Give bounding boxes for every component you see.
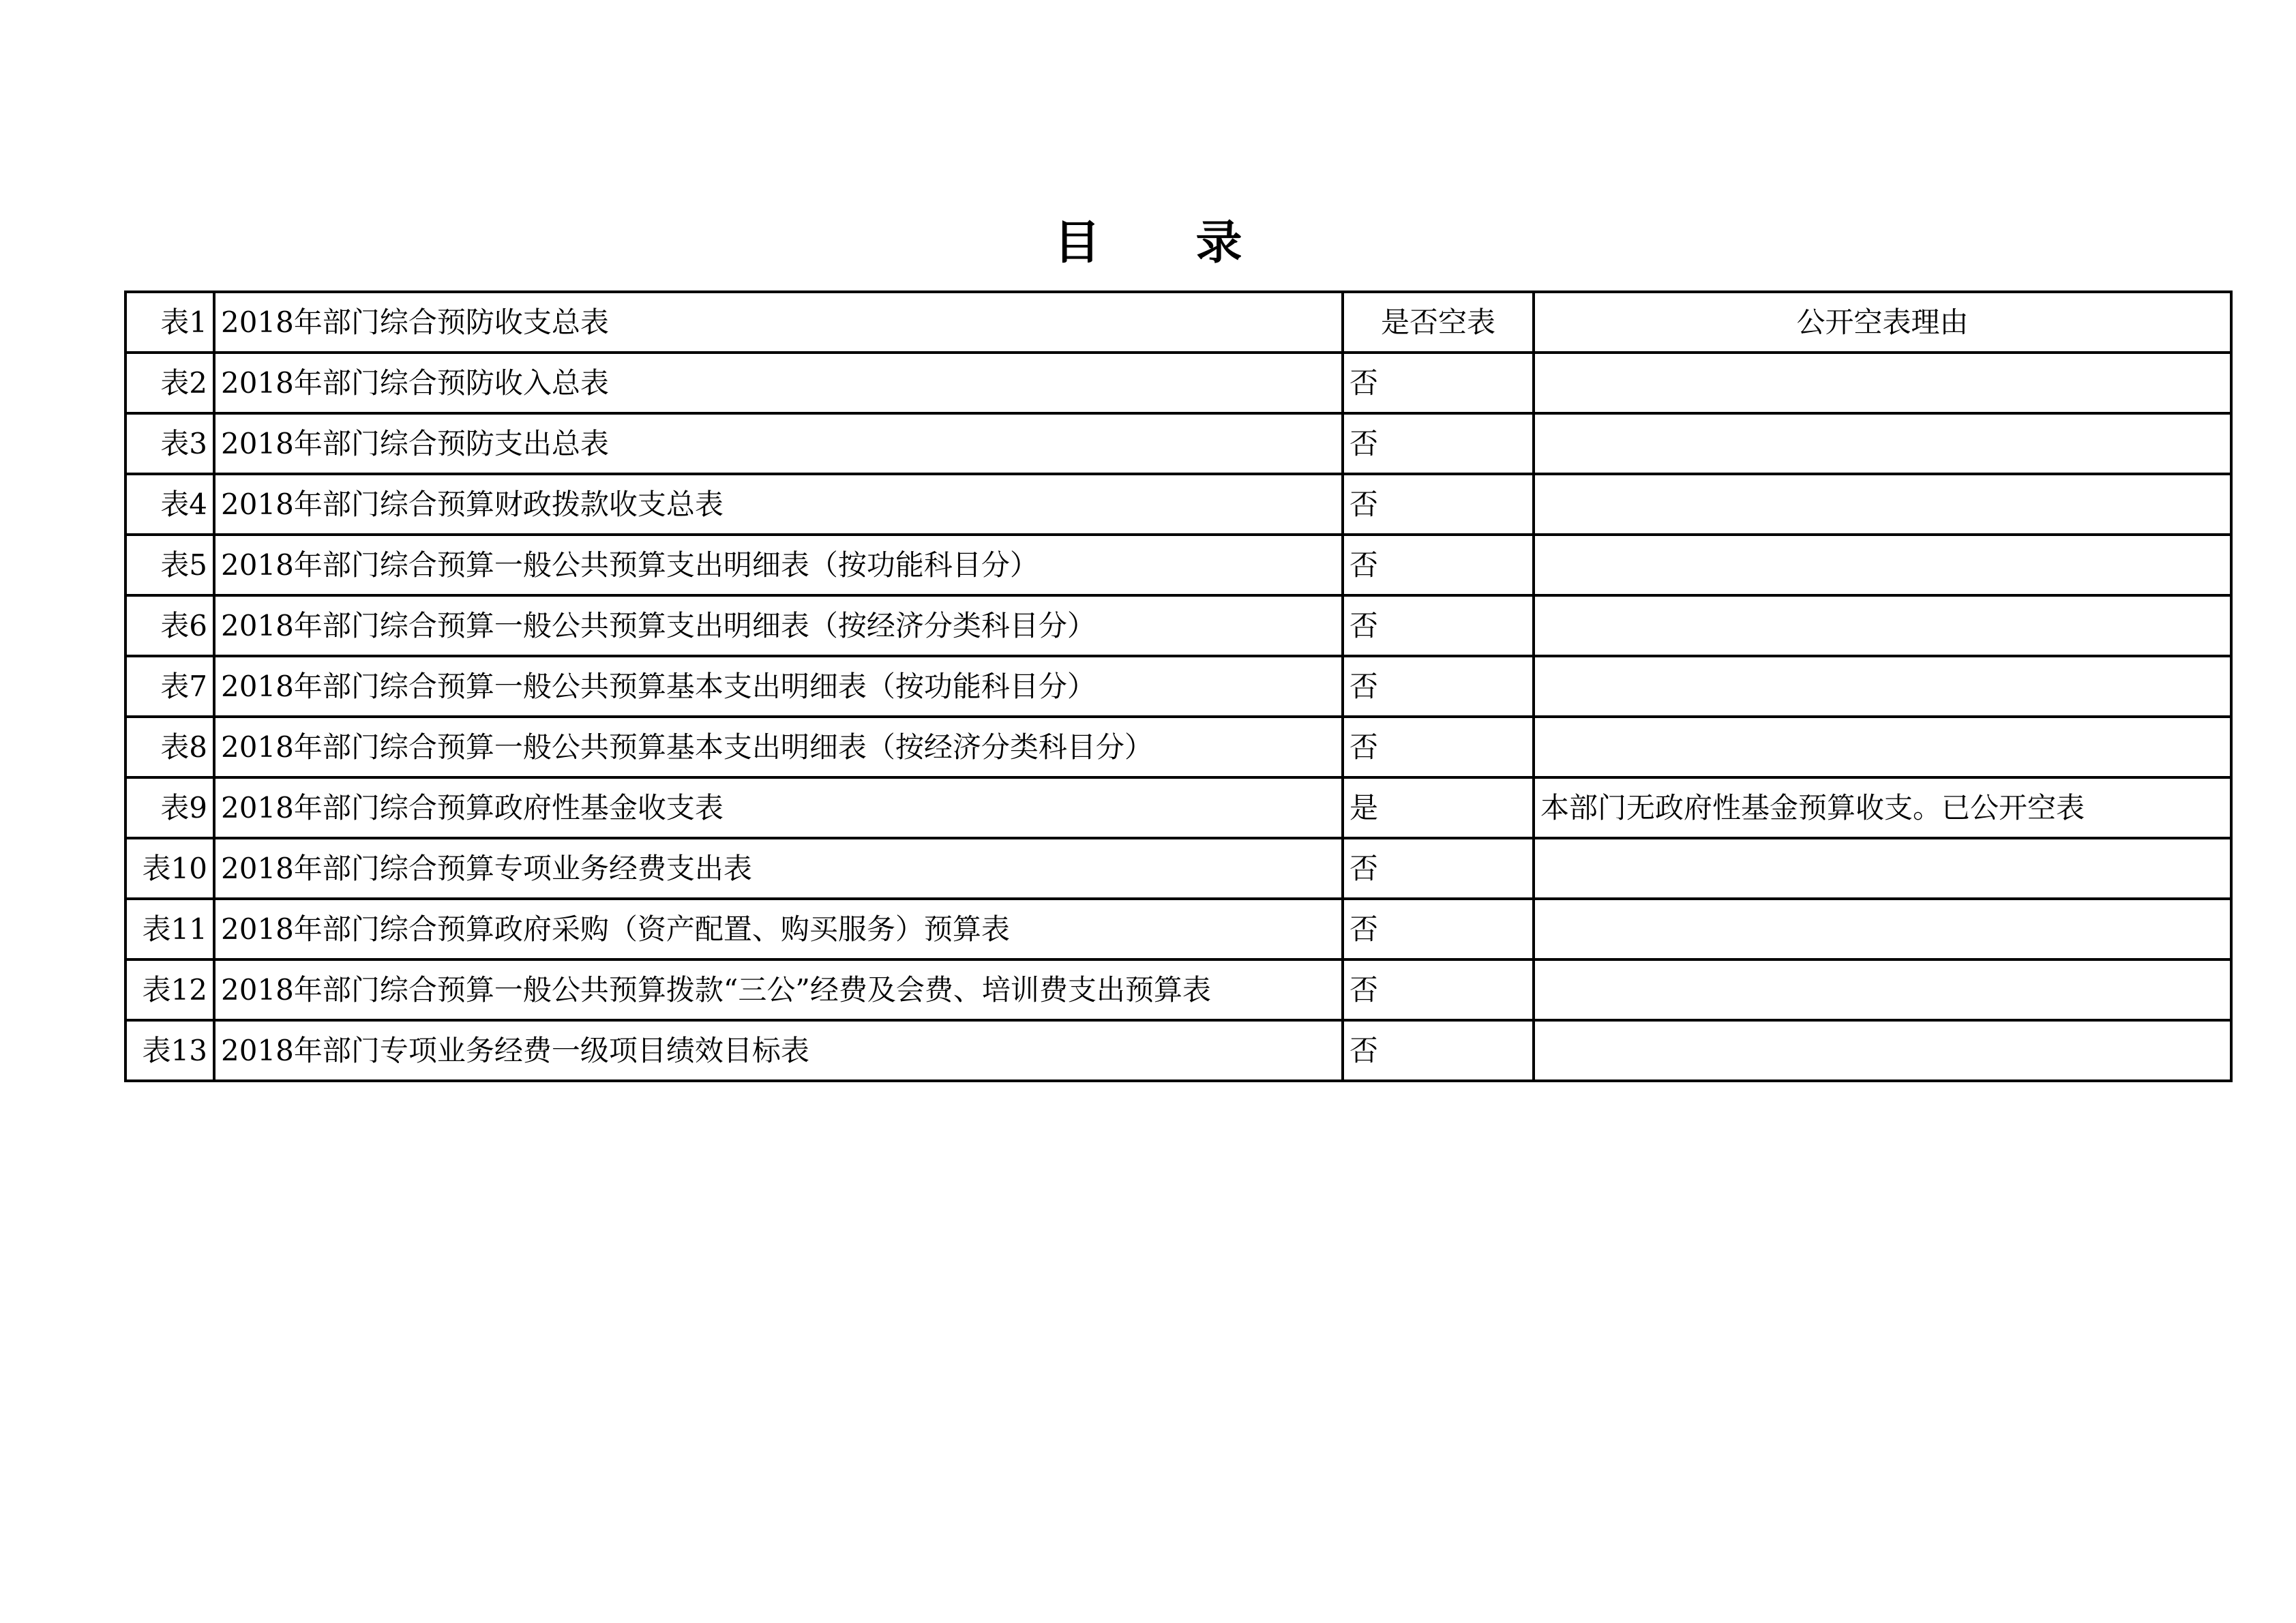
table-number-cell: 表4 xyxy=(125,474,214,535)
table-row xyxy=(125,595,2231,656)
table-row xyxy=(125,1020,2231,1081)
is-empty-cell: 否 xyxy=(1343,353,1534,413)
table-name-cell: 2018年部门综合预算一般公共预算支出明细表（按经济分类科目分） xyxy=(214,595,1343,656)
table-row xyxy=(125,717,2231,777)
table-name-cell: 2018年部门综合预防收入总表 xyxy=(214,353,1343,413)
table-row xyxy=(125,535,2231,595)
table-name-cell: 2018年部门综合预算一般公共预算拨款“三公”经费及会费、培训费支出预算表 xyxy=(214,959,1343,1020)
table-row xyxy=(125,838,2231,899)
table-number-cell: 表13 xyxy=(125,1020,214,1081)
table-name-cell: 2018年部门综合预算政府采购（资产配置、购买服务）预算表 xyxy=(214,899,1343,959)
table-row xyxy=(125,353,2231,413)
table-header-row xyxy=(125,292,2231,353)
column-header-reason: 公开空表理由 xyxy=(1534,292,2231,353)
is-empty-cell: 否 xyxy=(1343,474,1534,535)
is-empty-cell: 否 xyxy=(1343,595,1534,656)
table-name-cell: 2018年部门综合预算财政拨款收支总表 xyxy=(214,474,1343,535)
table-of-contents xyxy=(124,291,2233,1082)
table-name-cell: 2018年部门综合预算一般公共预算支出明细表（按功能科目分） xyxy=(214,535,1343,595)
table-number-cell: 表10 xyxy=(125,838,214,899)
is-empty-cell: 是 xyxy=(1343,777,1534,838)
table-number-cell: 表2 xyxy=(125,353,214,413)
reason-cell: 本部门无政府性基金预算收支。已公开空表 xyxy=(1534,777,2231,838)
table-number-cell: 表1 xyxy=(125,292,214,353)
is-empty-cell: 否 xyxy=(1343,413,1534,474)
column-header-is-empty: 是否空表 xyxy=(1343,292,1534,353)
reason-cell xyxy=(1534,717,2231,777)
table-row xyxy=(125,899,2231,959)
is-empty-cell: 否 xyxy=(1343,717,1534,777)
is-empty-cell: 否 xyxy=(1343,838,1534,899)
table-row xyxy=(125,777,2231,838)
reason-cell xyxy=(1534,1020,2231,1081)
is-empty-cell: 否 xyxy=(1343,959,1534,1020)
table-number-cell: 表11 xyxy=(125,899,214,959)
table-row xyxy=(125,474,2231,535)
table-name-cell: 2018年部门综合预算一般公共预算基本支出明细表（按功能科目分） xyxy=(214,656,1343,717)
table-name-cell: 2018年部门综合预算专项业务经费支出表 xyxy=(214,838,1343,899)
is-empty-cell: 否 xyxy=(1343,535,1534,595)
table-name-cell: 2018年部门综合预算一般公共预算基本支出明细表（按经济分类科目分） xyxy=(214,717,1343,777)
table-name-cell: 2018年部门综合预算政府性基金收支表 xyxy=(214,777,1343,838)
reason-cell xyxy=(1534,959,2231,1020)
reason-cell xyxy=(1534,535,2231,595)
is-empty-cell: 否 xyxy=(1343,899,1534,959)
is-empty-cell: 否 xyxy=(1343,656,1534,717)
reason-cell xyxy=(1534,413,2231,474)
is-empty-cell: 否 xyxy=(1343,1020,1534,1081)
table-row xyxy=(125,413,2231,474)
table-number-cell: 表9 xyxy=(125,777,214,838)
reason-cell xyxy=(1534,838,2231,899)
table-row xyxy=(125,959,2231,1020)
table-name-cell: 2018年部门综合预防支出总表 xyxy=(214,413,1343,474)
table-number-cell: 表7 xyxy=(125,656,214,717)
reason-cell xyxy=(1534,656,2231,717)
reason-cell xyxy=(1534,474,2231,535)
table-name-cell: 2018年部门专项业务经费一级项目绩效目标表 xyxy=(214,1020,1343,1081)
table-number-cell: 表8 xyxy=(125,717,214,777)
page-title: 目录 xyxy=(1054,216,1338,270)
table-row xyxy=(125,656,2231,717)
table-number-cell: 表12 xyxy=(125,959,214,1020)
reason-cell xyxy=(1534,353,2231,413)
reason-cell xyxy=(1534,899,2231,959)
table-number-cell: 表5 xyxy=(125,535,214,595)
table-name-cell: 2018年部门综合预防收支总表 xyxy=(214,292,1343,353)
table-number-cell: 表6 xyxy=(125,595,214,656)
table-number-cell: 表3 xyxy=(125,413,214,474)
reason-cell xyxy=(1534,595,2231,656)
